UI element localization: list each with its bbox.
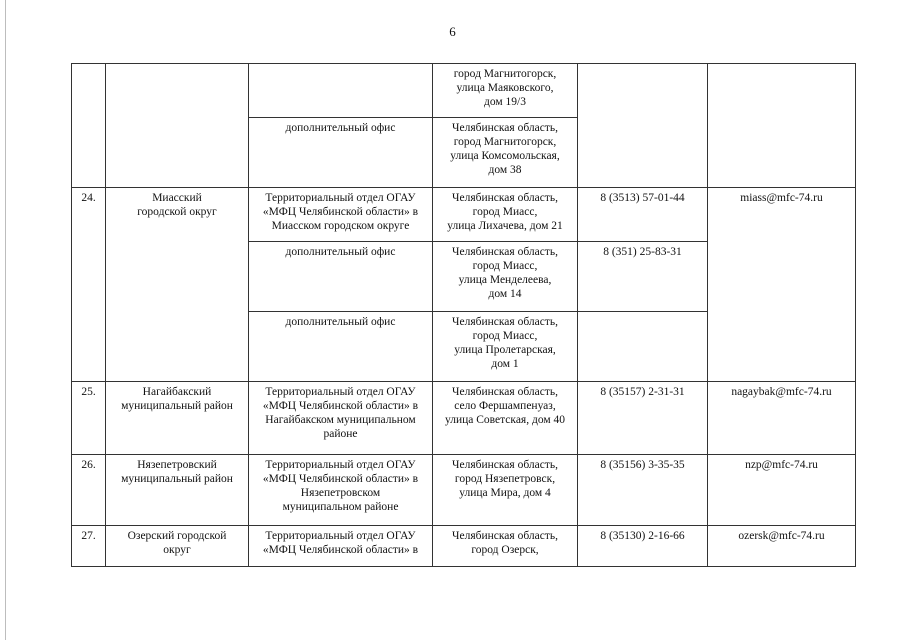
office-name-cell <box>249 64 433 118</box>
phone-cell: 8 (35157) 2-31-31 <box>578 382 708 455</box>
table-row <box>72 382 856 455</box>
email-cell: miass@mfc-74.ru <box>708 188 856 382</box>
address-cell: Челябинская область, город Миасс, улица Менделеева, дом 14 <box>433 242 578 312</box>
phone-cell: 8 (35130) 2-16-66 <box>578 526 708 567</box>
mfc-offices-table <box>71 63 856 567</box>
page-number: 6 <box>449 24 456 39</box>
phone-cell: 8 (351) 25-83-31 <box>578 242 708 312</box>
row-number-cell <box>72 64 106 188</box>
office-name-cell: дополнительный офис <box>249 118 433 188</box>
phone-cell: 8 (3513) 57-01-44 <box>578 188 708 242</box>
office-name-cell: дополнительный офис <box>249 312 433 382</box>
office-name-cell: Территориальный отдел ОГАУ «МФЦ Челябинской области» в Миасском городском округе <box>249 188 433 242</box>
office-name-cell: Территориальный отдел ОГАУ «МФЦ Челябинской области» в <box>249 526 433 567</box>
row-number-cell: 24. <box>72 188 106 382</box>
address-cell: Челябинская область, город Миасс, улица Пролетарская, дом 1 <box>433 312 578 382</box>
table-row <box>72 188 856 242</box>
address-cell: Челябинская область, город Миасс, улица Лихачева, дом 21 <box>433 188 578 242</box>
district-cell <box>106 64 249 188</box>
address-cell: Челябинская область, город Нязепетровск, улица Мира, дом 4 <box>433 455 578 526</box>
office-name-cell: Территориальный отдел ОГАУ «МФЦ Челябинской области» в Нязепетровском муниципальном районе <box>249 455 433 526</box>
phone-cell <box>578 64 708 188</box>
email-cell: ozersk@mfc-74.ru <box>708 526 856 567</box>
row-number-cell: 25. <box>72 382 106 455</box>
district-cell: Нагайбакский муниципальный район <box>106 382 249 455</box>
address-cell: Челябинская область, село Фершампенуаз, улица Советская, дом 40 <box>433 382 578 455</box>
table-row <box>72 64 856 118</box>
row-number-cell: 27. <box>72 526 106 567</box>
email-cell: nzp@mfc-74.ru <box>708 455 856 526</box>
district-cell: Нязепетровский муниципальный район <box>106 455 249 526</box>
office-name-cell: дополнительный офис <box>249 242 433 312</box>
phone-cell <box>578 312 708 382</box>
district-cell: Озерский городской округ <box>106 526 249 567</box>
email-cell: nagaybak@mfc-74.ru <box>708 382 856 455</box>
row-number-cell: 26. <box>72 455 106 526</box>
table-row <box>72 526 856 567</box>
address-cell: Челябинская область, город Магнитогорск, улица Комсомольская, дом 38 <box>433 118 578 188</box>
address-cell: город Магнитогорск, улица Маяковского, дом 19/3 <box>433 64 578 118</box>
table-row <box>72 455 856 526</box>
page-left-edge <box>5 0 6 640</box>
office-name-cell: Территориальный отдел ОГАУ «МФЦ Челябинской области» в Нагайбакском муниципальном районе <box>249 382 433 455</box>
district-cell: Миасский городской округ <box>106 188 249 382</box>
phone-cell: 8 (35156) 3-35-35 <box>578 455 708 526</box>
email-cell <box>708 64 856 188</box>
address-cell: Челябинская область, город Озерск, <box>433 526 578 567</box>
